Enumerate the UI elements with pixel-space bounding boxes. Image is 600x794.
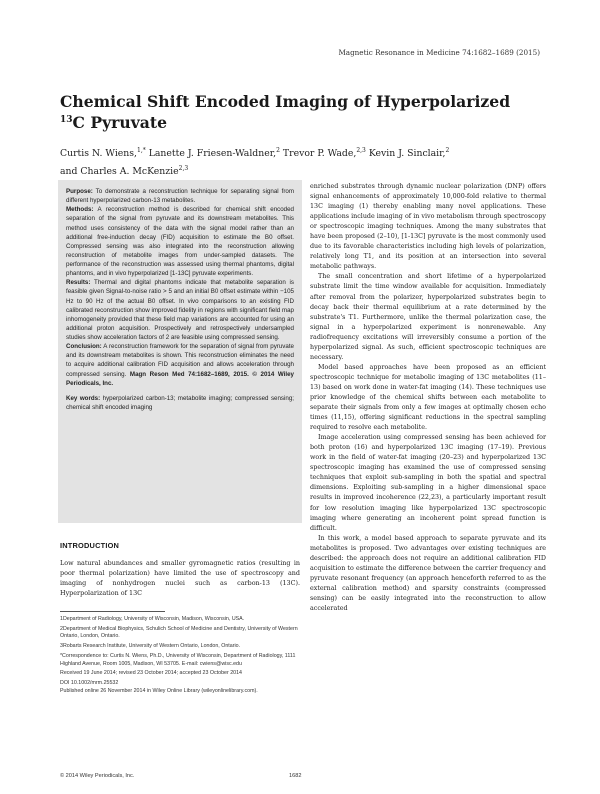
conclusion-label: Conclusion: — [66, 343, 102, 351]
title-line-1: Chemical Shift Encoded Imaging of Hyperpolarized — [60, 92, 511, 111]
conclusion-text: A reconstruction framework for the separation of signal from pyruvate and its downstream metabolites is shown. This reconstruction eliminates the need to acquire additional calibration FID acquisition and allows acceleration through compressed sensing. — [66, 343, 294, 378]
author-affiliation: 2,3 — [356, 147, 366, 154]
footnote-divider — [60, 611, 165, 612]
abstract-text — [66, 187, 294, 388]
results-label: Results: — [66, 279, 91, 287]
copyright-footer: © 2014 Wiley Periodicals, Inc. — [60, 773, 135, 779]
running-head: Magnetic Resonance in Medicine 74:1682–1689 (2015) — [338, 48, 540, 57]
author-affiliation: 1,* — [137, 147, 146, 154]
body-paragraph: enriched substrates through dynamic nuclear polarization (DNP) offers signal enhancements of approximately 10,000-fold relative to thermal 13C imaging (1) thereby enabling many novel applications. These applications include imaging of in vivo metabolism through spectroscopy or spectroscopic imaging techniques. Among the many substrates that have been proposed (2–10), [1-13C] pyruvate is the most commonly used due to its favorable characteristics including high levels of polarization, relatively long T1, and its position at an intersection into several metabolic pathways. — [310, 183, 546, 271]
abstract-citation: Magn Reson Med 74:1682–1689, 2015. © 2014 Wiley Periodicals, Inc. — [66, 370, 294, 387]
section-heading-introduction: INTRODUCTION — [60, 541, 120, 550]
received-dates: Received 19 June 2014; revised 23 October 2014; accepted 23 October 2014 — [60, 670, 242, 677]
right-column-text — [310, 182, 546, 614]
footnotes — [60, 616, 300, 697]
purpose-text: To demonstrate a reconstruction technique for separating signal from different hyperpolarized carbon-13 metabolites. — [66, 188, 294, 205]
published-online: Published online 26 November 2014 in Wiley Online Library (wileyonlinelibrary.com). — [60, 687, 258, 694]
affiliation-1: 1Department of Radiology, University of Wisconsin, Madison, Wisconsin, USA. — [60, 616, 245, 622]
author-name: Curtis N. Wiens, — [60, 148, 138, 160]
affiliation-2: 2Department of Medical Biophysics, Schulich School of Medicine and Dentistry, University of Western Ontario, London, Ontario. — [60, 625, 298, 640]
page-number: 1682 — [289, 773, 302, 779]
body-paragraph: Image acceleration using compressed sensing has been achieved for both proton (16) and hyperpolarized 13C imaging (17–19). Previous work in the field of water-fat imaging (20–23) and hyperpolarized 13C spectroscopic imaging has examined the use of compressed sensing techniques that exploit sub-sampling in both the spatial and spectral dimensions. Exploiting sub-sampling in a higher dimensional space results in improved incoherence (22,23), a particularly important result for low resolution imaging like hyperpolarized 13C spectroscopic imaging where generating an incoherent point spread function is difficult. — [310, 434, 546, 532]
keywords-text: hyperpolarized carbon-13; metabolite imaging; compressed sensing; chemical shift encoded imaging — [66, 394, 294, 411]
author-affiliation: 2,3 — [178, 165, 189, 173]
doi: DOI 10.1002/mrm.25532 — [60, 679, 119, 686]
author-list — [60, 143, 550, 179]
results-text: Thermal and digital phantoms indicate that metabolite separation is feasible given Signal-to-noise ratio > 5 and an initial B0 offset estimate within −105 Hz to 90 Hz of the actual B0 offset. In vivo comparisons to an existing FID calibrated reconstruction show improved fidelity in regions with significant field map inhomogeneity provided that these field map variations are accounted for using an additional proton acquisition. Prospectively and retrospectively undersampled studies show acceleration factors of 2 are feasible using compressed sensing. — [66, 279, 294, 341]
author-affiliation: 2 — [445, 147, 450, 154]
abstract-box — [58, 180, 302, 523]
keywords — [66, 394, 294, 412]
methods-label: Methods: — [66, 206, 94, 214]
body-paragraph: Model based approaches have been proposed as an efficient spectroscopic technique for metabolic imaging of 13C metabolites (11–13) based on work done in water-fat imaging (14). These techniques use prior knowledge of the chemical shifts between each metabolite to separate their signals from only a few images at optimally chosen echo times (11,15), offering significant reductions in the spectral sampling required to resolve each metabolite. — [310, 363, 546, 432]
introduction-text — [60, 558, 300, 599]
author-affiliation: 2 — [276, 147, 280, 154]
correspondence-note: *Correspondence to: Curtis N. Wiens, Ph.D., University of Wisconsin, Department of Radiology, 1111 Highland Avenue, Room 1005, Madison, WI 53705. E-mail: cwiens@wisc.edu — [60, 652, 296, 667]
title-line-2: C Pyruvate — [72, 113, 167, 133]
body-paragraph: In this work, a model based approach to separate pyruvate and its metabolites is proposed. Two advantages over existing techniques are described: the approach does not require an additional calibration FID acquisition to estimate the difference between the carrier frequency and pyruvate resonant frequency (an approach henceforth referred to as the external calibration method) and sparsity constraints (compressed sensing) can be easily integrated into the reconstruction to allow accelerated — [310, 534, 546, 612]
author-name: Lanette J. Friesen-Waldner, — [148, 148, 277, 160]
title-isotope-sup: 13 — [60, 115, 73, 125]
affiliation-3: 3Robarts Research Institute, University of Western Ontario, London, Ontario. — [60, 643, 241, 650]
author-name: Trevor P. Wade, — [282, 148, 357, 160]
purpose-label: Purpose: — [66, 188, 93, 195]
introduction-paragraph: Low natural abundances and smaller gyromagnetic ratios (resulting in poor thermal polarization) have limited the use of spectroscopy and imaging of nonhydrogen nuclei such as carbon-13 (13C). Hyperpolarization of 13C — [60, 559, 300, 598]
keywords-label: Key words: — [66, 394, 101, 402]
author-name: and Charles A. McKenzie — [60, 166, 179, 178]
methods-text: A reconstruction method is described for chemical shift encoded separation of the signal from pyruvate and its downstream metabolites. This method uses consistency of the data with the signal model rather than an additional free-induction decay (FID) acquisition to estimate the B0 offset. Compressed sensing was also integrated into the reconstruction allowing reconstruction of metabolite images from under-sampled datasets. The performance of the reconstruction was assessed using thermal phantoms, digital phantoms, and in vivo hyperpolarized [1-13C] pyruvate experiments. — [66, 206, 294, 278]
author-name: Kevin J. Sinclair, — [368, 148, 446, 160]
article-title — [60, 92, 540, 132]
body-paragraph: The small concentration and short lifetime of a hyperpolarized substrate limit the time window available for acquisition. Immediately after removal from the polarizer, hyperpolarized substrates begin to decay back their thermal equilibrium at a rate determined by the substrate's T1. Furthermore, unlike the thermal polarization case, the signal in a hyperpolarized experiment is nonrenewable. Any radiofrequency excitations will irreversibly consume a portion of the hyperpolarized signal. As such, efficient spectroscopic techniques are necessary. — [310, 273, 546, 361]
